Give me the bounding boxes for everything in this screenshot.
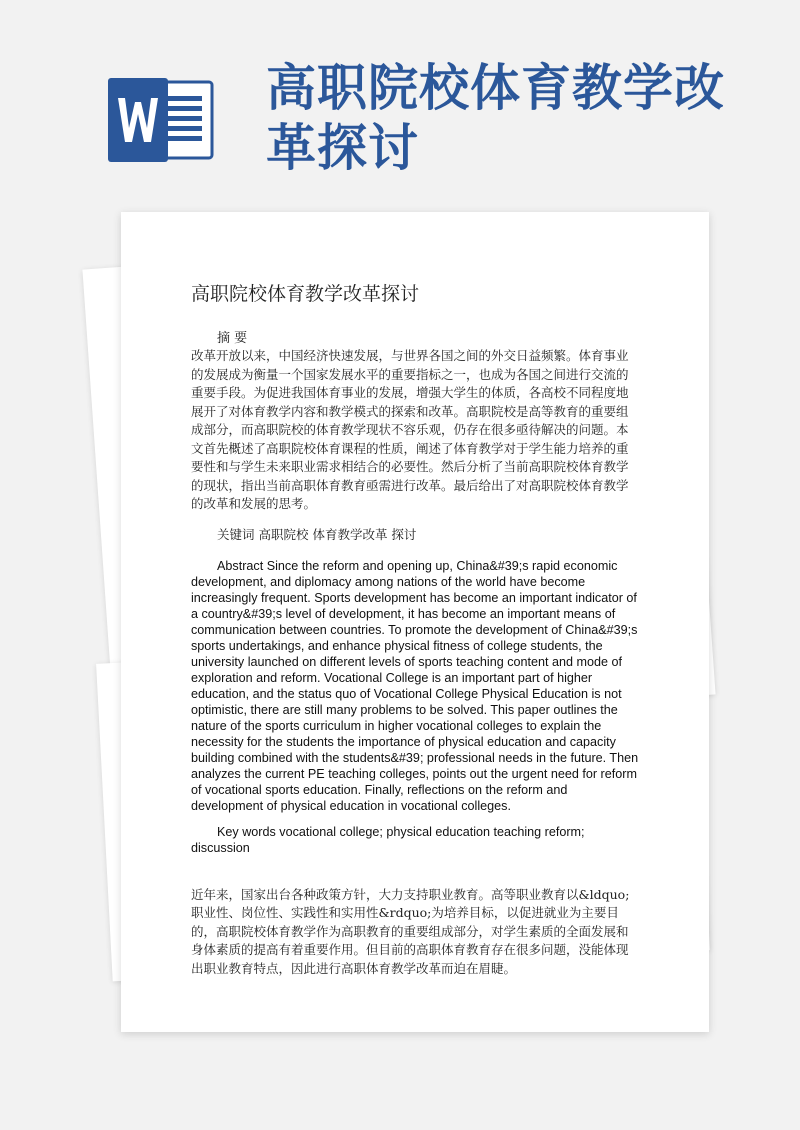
document-body — [191, 280, 639, 978]
document-title: 高职院校体育教学改革探讨 — [191, 283, 420, 305]
keywords-cn: 关键词 高职院校 体育教学改革 探讨 — [217, 526, 417, 542]
abstract-en: Abstract Since the reform and opening up, China&#39;s rapid economic development, and diplomacy among nations of the world have become increasingly frequent. Sports development has become an important indicator of a country&#39;s level of development, it has become an important means of communication between countries. To promote the development of China&#39;s sports undertakings, and enhance physical fitness of college students, the university launched on different levels of sports teaching content and mode of exploration and reform. Vocational College is an important part of higher education, and the status quo of Vocational College Physical Education is not optimistic, there are still many problems to be solved. This paper outlines the nature of the sports curriculum in higher vocational colleges to explain the necessity for the students the importance of physical education and capacity building combined with the students&#39; professional needs in the future. Then analyzes the current PE teaching colleges, points out the urgent need for reform of vocational sports education. Finally, reflections on the reform and development of physical education in vocational colleges. — [191, 558, 639, 813]
word-icon — [108, 78, 214, 162]
abstract-heading: 摘 要 — [217, 331, 248, 346]
page-title: 高职院校体育教学改革探讨 — [266, 58, 725, 177]
abstract-cn: 改革开放以来，中国经济快速发展，与世界各国之间的外交日益频繁。体育事业的发展成为衡量一个国家发展水平的重要指标之一，也成为各国之间进行交流的重要手段。为促进我国体育事业的发展，增强大学生的体质，各高校不同程度地展开了对体育教学内容和教学模式的探索和改革。高职院校是高等教育的重要组成部分，而高职院校的体育教学现状不容乐观，仍存在很多亟待解决的问题。本文首先概述了高职院校体育课程的性质，阐述了体育教学对于学生能力培养的重要性和与学生未来职业需求相结合的必要性。然后分析了当前高职院校体育教学的现状，指出当前高职体育教育亟需进行改革。最后给出了对高职院校体育教学的改革和发展的思考。 — [191, 348, 629, 511]
intro-paragraph: 近年来，国家出台各种政策方针，大力支持职业教育。高等职业教育以&ldquo;职业性、岗位性、实践性和实用性&rdquo;为培养目标，以促进就业为主要目的，高职院校体育教学作为高职教育的重要组成部分，对学生素质的全面发展和身体素质的提高有着重要作用。但目前的高职体育教育存在很多问题，没能体现出职业教育特点，因此进行高职体育教学改革而迫在眉睫。 — [191, 886, 630, 976]
keywords-en: Key words vocational college; physical education teaching reform; discussion — [191, 824, 585, 855]
